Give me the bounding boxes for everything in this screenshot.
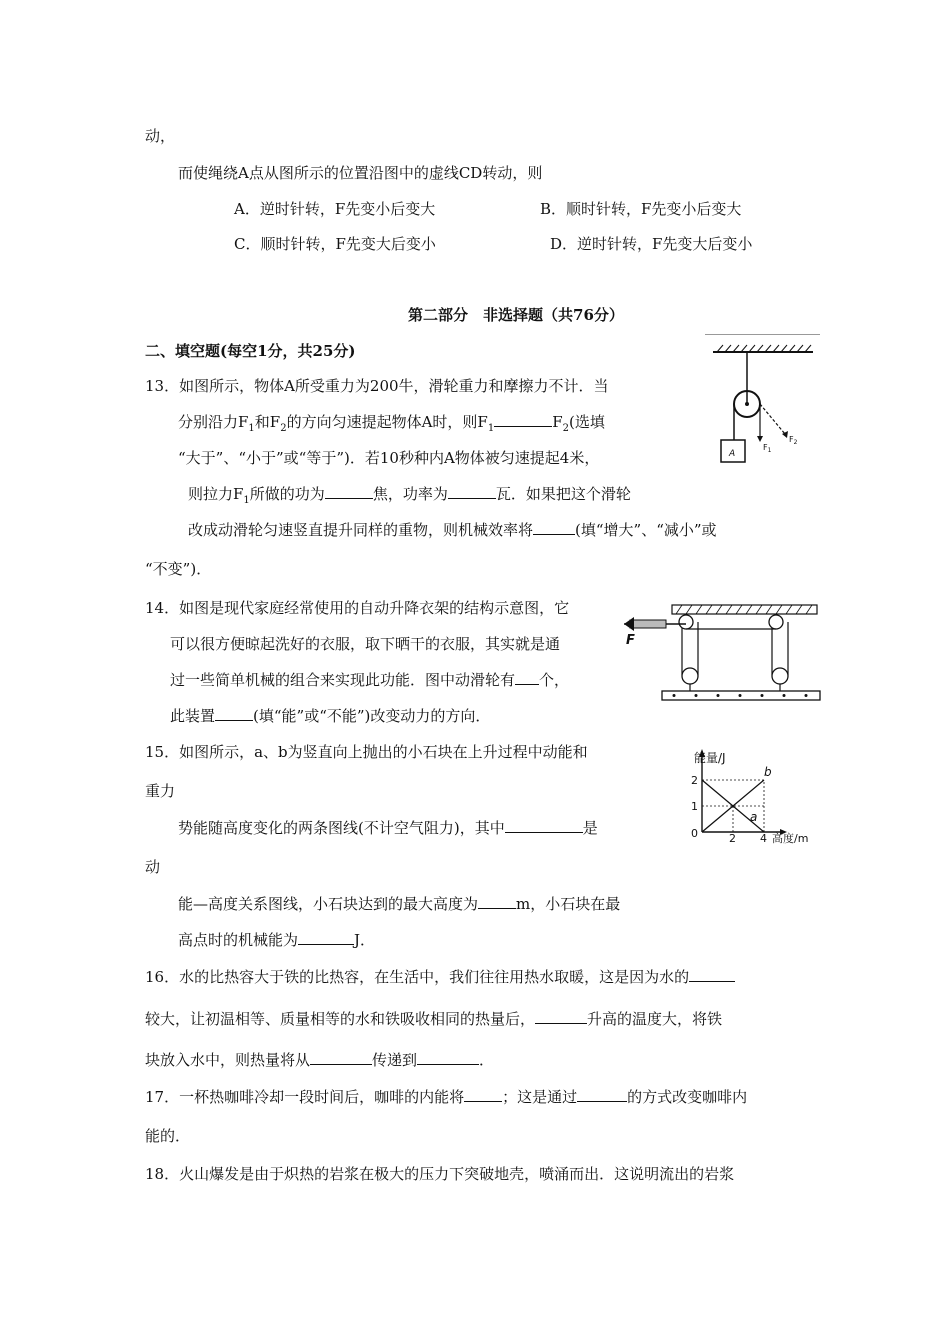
blank-15-1[interactable]	[505, 818, 583, 833]
movable-pulley-left	[682, 668, 698, 684]
blank-17-2[interactable]	[577, 1087, 627, 1102]
blank-16-1[interactable]	[689, 967, 735, 982]
q13-line6: “不变”)．	[145, 560, 212, 578]
blank-15-3[interactable]	[298, 930, 354, 945]
fixed-pulley-right	[769, 615, 783, 629]
q14-line3: 过一些简单机械的组合来实现此功能．图中动滑轮有 个，	[170, 671, 570, 689]
q12-tail-line2: 而使绳绕A点从图所示的位置沿图中的虚线CD转动，则	[178, 164, 543, 182]
blank-16-2[interactable]	[535, 1009, 587, 1024]
q17-line2: 能的．	[145, 1127, 191, 1145]
y-tick-1: 1	[691, 800, 698, 813]
movable-pulley-right	[772, 668, 788, 684]
force-arrow-body	[630, 620, 666, 628]
fixed-pulley-left	[679, 615, 693, 629]
energy-graph	[672, 745, 824, 845]
q15-line3: 势能随高度变化的两条图线(不计空气阻力)，其中 是	[178, 819, 598, 837]
label-a-curve: a	[750, 810, 758, 824]
q14-line1: 14．如图是现代家庭经常使用的自动升降衣架的结构示意图，它	[145, 599, 570, 617]
q13-line5: 改成动滑轮匀速竖直提升同样的重物，则机械效率将 (填“增大”、“减小”或	[188, 521, 717, 539]
q12-option-b: B．顺时针转，F先变小后变大	[540, 200, 742, 218]
q13-line3: “大于”、“小于”或“等于”)．若10秒种内A物体被匀速提起4米，	[178, 449, 600, 467]
y-axis-label: 能量/J	[694, 751, 726, 765]
y-tick-2: 2	[691, 774, 698, 787]
pulley-axle	[745, 402, 749, 406]
q15-line1: 15．如图所示，a、b为竖直向上抛出的小石块在上升过程中动能和	[145, 743, 588, 761]
x-axis-label: 高度/m	[772, 832, 809, 845]
blank-13-1[interactable]	[494, 412, 552, 427]
q12-tail-line1: 动，	[145, 127, 176, 145]
q15-line6: 高点时的机械能为 J．	[178, 931, 376, 949]
arrow-f1	[757, 436, 763, 442]
blank-14-1[interactable]	[515, 670, 539, 685]
q15-line2: 重力	[145, 782, 176, 800]
q17-line1: 17．一杯热咖啡冷却一段时间后，咖啡的内能将 ；这是通过 的方式改变咖啡内	[145, 1088, 748, 1106]
blank-13-4[interactable]	[533, 520, 575, 535]
divider	[705, 334, 820, 335]
blank-16-4[interactable]	[417, 1050, 479, 1065]
q16-line3: 块放入水中，则热量将从 传递到 ．	[145, 1051, 495, 1069]
q13-line2: 分别沿力$F_1$和$F_2$的方向匀速提起物体A时，则$F_1$ $F_2$(选填	[178, 413, 605, 434]
section2-title: 二、填空题(每空1分，共25分)	[145, 342, 356, 360]
q18-line1: 18．火山爆发是由于炽热的岩浆在极大的压力下突破地壳，喷涌而出．这说明流出的岩浆	[145, 1165, 735, 1183]
rope-f2	[760, 404, 785, 434]
label-f: F	[626, 633, 635, 648]
label-f1: $F_1$	[763, 443, 772, 454]
x-tick-2: 2	[729, 832, 736, 845]
x-tick-4: 4	[760, 832, 767, 845]
blank-14-2[interactable]	[215, 706, 253, 721]
q12-option-a: A．逆时针转，F先变小后变大	[234, 200, 436, 218]
part2-title: 第二部分 非选择题（共76分）	[408, 306, 624, 324]
q16-line2: 较大，让初温相等、质量相等的水和铁吸收相同的热量后， 升高的温度大，将铁	[145, 1010, 723, 1028]
ceiling-beam	[672, 605, 817, 614]
clothes-rack-figure	[622, 600, 822, 710]
blank-13-2[interactable]	[325, 484, 373, 499]
label-b: b	[764, 765, 772, 779]
ceiling-hatch	[717, 345, 811, 352]
q15-line4: 动	[145, 858, 161, 876]
q15-line5: 能—高度关系图线，小石块达到的最大高度为 m，小石块在最	[178, 895, 621, 913]
label-f2: $F_2$	[789, 435, 798, 446]
blank-13-3[interactable]	[448, 484, 496, 499]
q12-option-d: D．逆时针转，F先变大后变小	[550, 235, 753, 253]
q14-line4: 此装置 (填“能”或“不能”)改变动力的方向．	[170, 707, 491, 725]
blank-16-3[interactable]	[310, 1050, 372, 1065]
q12-option-c: C．顺时针转，F先变大后变小	[234, 235, 436, 253]
y-tick-0: 0	[691, 827, 698, 840]
label-a: A	[729, 449, 736, 459]
q16-line1: 16．水的比热容大于铁的比热容，在生活中，我们往往用热水取暖，这是因为水的	[145, 967, 735, 987]
blank-15-2[interactable]	[478, 894, 516, 909]
q13-line1: 13．如图所示，物体A所受重力为200牛，滑轮重力和摩擦力不计．当	[145, 377, 609, 395]
blank-17-1[interactable]	[464, 1087, 502, 1102]
q13-line4: 则拉力$F_1$所做的功为 焦，功率为 瓦．如果把这个滑轮	[188, 485, 631, 506]
pulley-figure	[705, 342, 820, 472]
force-arrow-head	[624, 617, 634, 631]
q14-line2: 可以很方便晾起洗好的衣服，取下晒干的衣服，其实就是通	[170, 635, 561, 653]
